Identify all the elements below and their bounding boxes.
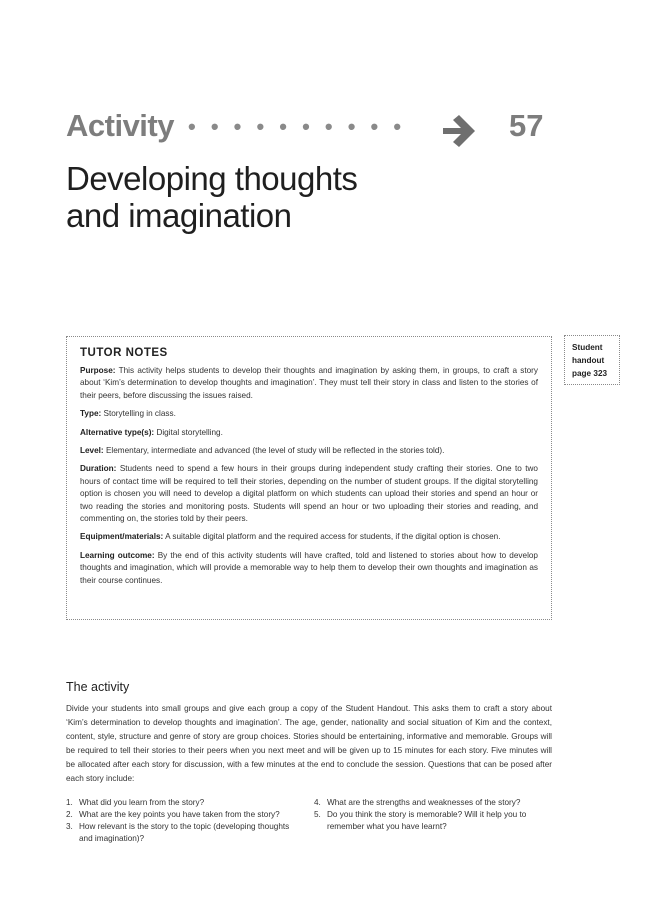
- level-text: Elementary, intermediate and advanced (the level of study will be reflected in the stories told).: [103, 446, 445, 456]
- activity-section-body: Divide your students into small groups and give each group a copy of the Student Handout. This asks them to craft a story about ‘Kim’s determination to develop thoughts and imagination’. The age, gender, nationality and social situation of Kim and the context, content, style, structure and genre of story are group choices. Stories should be entertaining, informative and memorable. Groups will be required to tell their stories to their peers when you next meet and will be given up to 15 minutes for each story. Five minutes will be allocated after each story for discussion, with a few minutes at the end to conclude the session. Questions that can be posed after each story include:: [66, 704, 552, 783]
- title-line-1: Developing thoughts: [66, 160, 358, 197]
- activity-label: Activity: [66, 108, 174, 143]
- page-title: [66, 160, 486, 234]
- outcome-text: By the end of this activity students will have crafted, told and listened to stories about how to develop thoughts and imagination, which will provide a memorable way to help them to develop their own thoughts and imagination as their course continues.: [80, 550, 538, 585]
- level-label: Level:: [80, 446, 104, 456]
- list-item: [66, 809, 291, 821]
- duration-paragraph: [80, 463, 538, 525]
- student-handout-note: [564, 335, 620, 385]
- activity-section: [66, 680, 552, 786]
- side-note-line-1: Student: [572, 343, 603, 352]
- type-label: Type:: [80, 409, 102, 419]
- side-note-line-2: handout: [572, 356, 605, 365]
- duration-label: Duration:: [80, 464, 117, 474]
- equipment-paragraph: [80, 531, 538, 543]
- side-note-line-3: page 323: [572, 369, 608, 378]
- duration-text: Students need to spend a few hours in their groups during independent study crafting their stories. One to two hours of contact time will be required to tell their stories, depending on the number of student groups. If the digital storytelling option is chosen you will need to develop a digital platform on which students can upload their stories and spend an hour or two reading the stories and monitoring posts. Students will spend an hour or two uploading their stories and reading, and commenting on, the stories told by their peers.: [80, 464, 538, 524]
- list-item-text: What did you learn from the story?: [79, 798, 205, 807]
- equipment-label: Equipment/materials:: [80, 532, 164, 542]
- list-item: [66, 821, 291, 845]
- type-text: Storytelling in class.: [101, 409, 176, 419]
- alt-type-paragraph: [80, 427, 538, 439]
- list-item-text: Do you think the story is memorable? Will it help you to remember what you have learnt?: [327, 810, 527, 831]
- purpose-paragraph: [80, 365, 538, 402]
- activity-section-heading: The activity: [66, 680, 130, 694]
- level-paragraph: [80, 445, 538, 457]
- list-item-number: 4.: [314, 798, 321, 807]
- purpose-label: Purpose:: [80, 366, 116, 375]
- list-item-text: What are the strengths and weaknesses of the story?: [327, 798, 521, 807]
- tutor-notes-heading: TUTOR NOTES: [80, 347, 168, 359]
- dot-leader: • • • • • • • • • •: [188, 114, 406, 139]
- list-item: [66, 797, 291, 809]
- title-line-2: and imagination: [66, 197, 292, 234]
- list-item-number: 3.: [66, 822, 73, 831]
- list-item-text: How relevant is the story to the topic (developing thoughts and imagination)?: [79, 822, 290, 843]
- outcome-label: Learning outcome:: [80, 550, 155, 560]
- tutor-notes-box: [66, 336, 552, 620]
- list-item-text: What are the key points you have taken from the story?: [79, 810, 280, 819]
- activity-number: 57: [509, 108, 544, 143]
- right-arrow-icon: [439, 115, 479, 147]
- equipment-text: A suitable digital platform and the required access for students, if the digital option is chosen.: [163, 532, 501, 542]
- alt-type-text: Digital storytelling.: [154, 427, 223, 437]
- list-item: [314, 797, 554, 809]
- purpose-text: This activity helps students to develop their thoughts and imagination by asking them, in groups, to craft a story about ‘Kim’s determination to develop thoughts and imagination’. They must tell their story in class and listen to the stories of their peers, before discussing the issues raised.: [80, 366, 538, 400]
- outcome-paragraph: [80, 550, 538, 587]
- alt-type-label: Alternative type(s):: [80, 427, 155, 437]
- type-paragraph: [80, 408, 538, 420]
- list-item: [314, 809, 554, 833]
- activity-header: [66, 108, 556, 152]
- list-item-number: 2.: [66, 810, 73, 819]
- questions-list-right: [314, 797, 554, 833]
- questions-list-left: [66, 797, 291, 845]
- list-item-number: 5.: [314, 810, 321, 819]
- list-item-number: 1.: [66, 798, 73, 807]
